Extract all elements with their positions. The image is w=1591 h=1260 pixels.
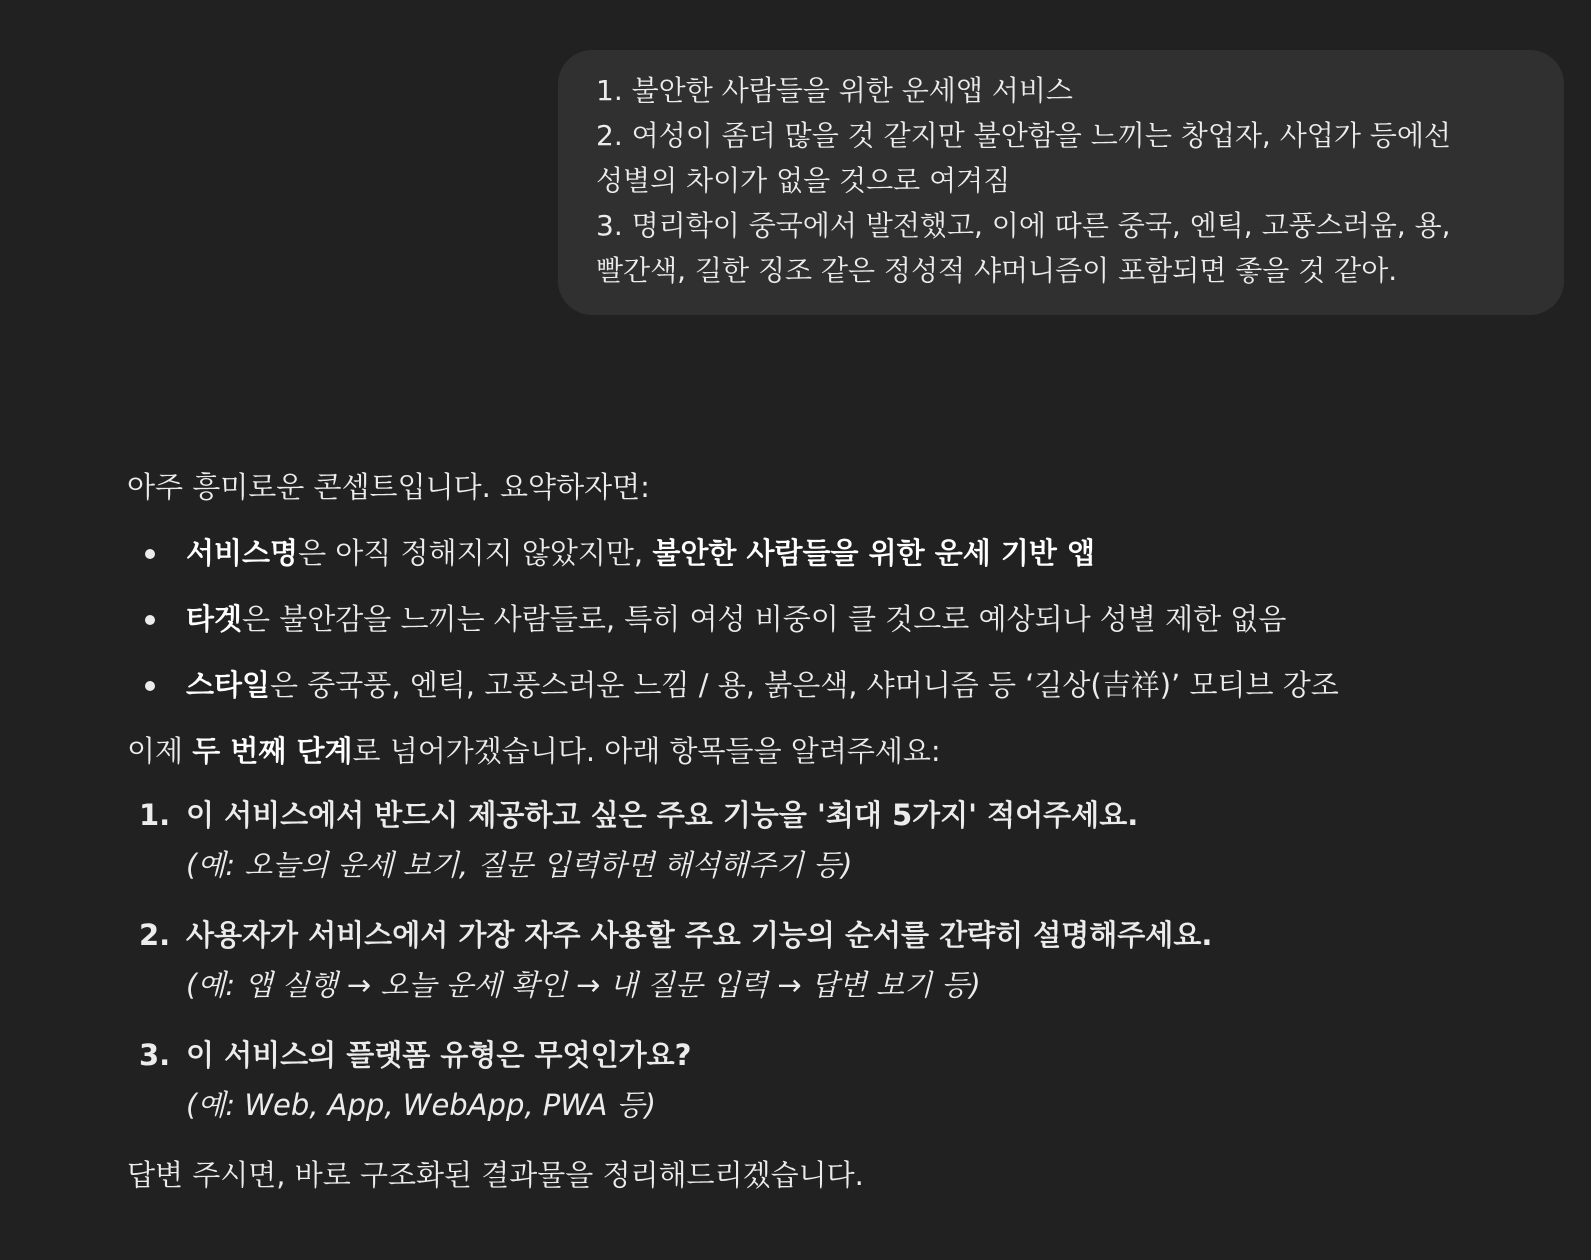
summary-item-service-name	[127, 529, 1527, 577]
summary-item-label: 타겟	[186, 602, 243, 636]
next-step-prefix: 이제	[127, 734, 193, 768]
assistant-closing: 답변 주시면, 바로 구조화된 결과물을 정리해드리겠습니다.	[127, 1158, 864, 1192]
question-text: 이 서비스에서 반드시 제공하고 싶은 주요 기능을 '최대 5가지' 적어주세요.	[186, 798, 1139, 832]
question-example: (예: Web, App, WebApp, PWA 등)	[186, 1088, 656, 1122]
summary-item-target	[127, 595, 1527, 643]
summary-item-text: 은 아직 정해지지 않았지만,	[298, 536, 653, 570]
summary-item-label: 서비스명	[186, 536, 299, 570]
question-text: 사용자가 서비스에서 가장 자주 사용할 주요 기능의 순서를 간략히 설명해주세요.	[186, 918, 1213, 952]
question-text: 이 서비스의 플랫폼 유형은 무엇인가요?	[186, 1038, 692, 1072]
question-example: (예: 오늘의 운세 보기, 질문 입력하면 해석해주기 등)	[186, 848, 853, 882]
question-list	[127, 791, 1527, 1131]
next-step-line	[127, 727, 1527, 775]
bullet-icon	[145, 681, 155, 691]
summary-item-text: 은 불안감을 느끼는 사람들로, 특히 여성 비중이 클 것으로 예상되나 성별 제한 없음	[242, 602, 1287, 636]
assistant-intro: 아주 흥미로운 콘셉트입니다. 요약하자면:	[127, 470, 650, 504]
user-message-line: 3. 명리학이 중국에서 발전했고, 이에 따른 중국, 엔틱, 고풍스러움, 용,	[596, 209, 1451, 242]
summary-list	[127, 529, 1527, 709]
question-number: 1.	[139, 798, 171, 832]
summary-item-text: 은 중국풍, 엔틱, 고풍스러운 느낌 / 용, 붉은색, 샤머니즘 등 ‘길상(吉祥)’ 모티브 강조	[270, 668, 1339, 702]
question-item	[127, 791, 1527, 891]
question-number: 2.	[139, 918, 171, 952]
user-message-line: 성별의 차이가 없을 것으로 여겨짐	[596, 164, 1011, 197]
bullet-icon	[145, 549, 155, 559]
bullet-icon	[145, 615, 155, 625]
question-item	[127, 1031, 1527, 1131]
summary-item-emphasis: 불안한 사람들을 위한 운세 기반 앱	[652, 536, 1095, 570]
question-example: (예: 앱 실행 → 오늘 운세 확인 → 내 질문 입력 → 답변 보기 등)	[186, 968, 981, 1002]
next-step-suffix: 로 넘어가겠습니다. 아래 항목들을 알려주세요:	[352, 734, 941, 768]
summary-item-label: 스타일	[186, 668, 271, 702]
user-message-line: 1. 불안한 사람들을 위한 운세앱 서비스	[596, 74, 1073, 107]
user-message-line: 2. 여성이 좀더 많을 것 같지만 불안함을 느끼는 창업자, 사업가 등에선	[596, 119, 1451, 152]
question-item	[127, 911, 1527, 1011]
next-step-emphasis: 두 번째 단계	[192, 734, 353, 768]
question-number: 3.	[139, 1038, 171, 1072]
assistant-message	[127, 463, 1527, 1199]
user-message-line: 빨간색, 길한 징조 같은 정성적 샤머니즘이 포함되면 좋을 것 같아.	[596, 254, 1398, 287]
user-message-bubble	[558, 50, 1564, 315]
summary-item-style	[127, 661, 1527, 709]
